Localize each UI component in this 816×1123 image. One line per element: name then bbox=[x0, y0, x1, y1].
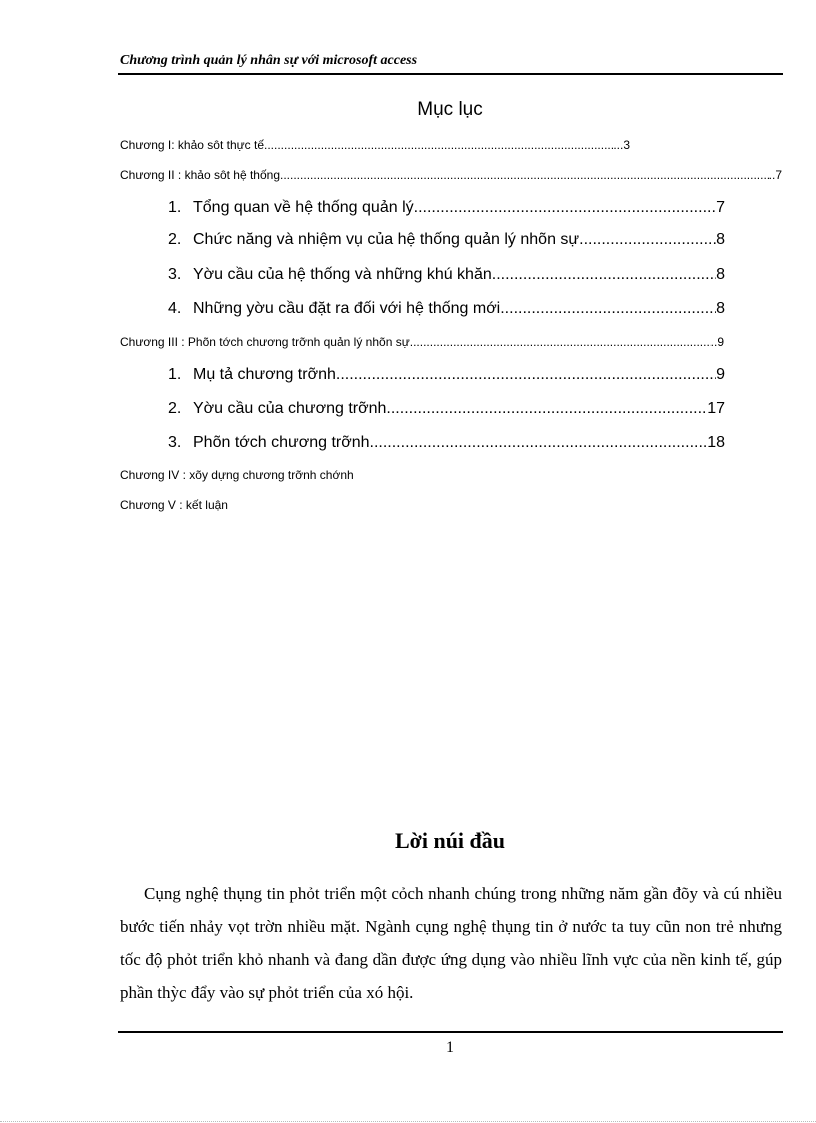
toc-leader-dots bbox=[579, 231, 716, 249]
page-edge-divider bbox=[0, 1121, 816, 1122]
toc-entry-page: 17 bbox=[707, 400, 725, 417]
preface-title: Lời núi đầu bbox=[394, 828, 506, 853]
toc-entry-chapter-3 bbox=[120, 335, 724, 349]
toc-entry-number: 3. bbox=[168, 434, 182, 451]
toc-entry-label: Yờu cầu của chương trỡnh bbox=[193, 400, 387, 417]
toc-leader-dots bbox=[264, 138, 613, 152]
toc-entry-number: 2. bbox=[168, 400, 182, 417]
toc-entry-label: Chương IV : xõy dựng chương trỡnh chớnh bbox=[120, 468, 354, 482]
toc-title: Mục lục bbox=[417, 99, 483, 120]
toc-entry-label: Chương II : khảo sôt hệ thống bbox=[120, 168, 281, 182]
header-divider bbox=[118, 73, 783, 75]
toc-entry-page: 9 bbox=[716, 366, 725, 383]
toc-leader-dots bbox=[414, 199, 716, 217]
toc-leader-dots bbox=[500, 300, 716, 318]
toc-entry-label: Mụ tả chương trỡnh bbox=[193, 366, 336, 383]
toc-entry-label: Những yờu cầu đặt ra đối với hệ thống mới bbox=[193, 300, 501, 317]
toc-entry-number: 2. bbox=[168, 231, 182, 248]
toc-entry-number: 3. bbox=[168, 266, 182, 283]
toc-leader-dots bbox=[280, 168, 769, 182]
preface-paragraph: Cụng nghệ thụng tin phỏt triển một cỏch nhanh chúng trong những năm gần đõy và cú nhiều bước tiến nhảy vọt trờn nhiều mặt. Ngành cụng nghệ thụng tin ở nước ta tuy cũn non trẻ nhưng tốc độ phỏt triển khỏ nhanh và đang dần được ứng dụng vào nhiều lĩnh vực của nền kinh tế, gúp phần thỳc đẩy vào sự phỏt triển của xó hội. bbox=[120, 884, 782, 1002]
toc-entry-label: Chương V : kết luận bbox=[120, 498, 228, 512]
toc-entry-chapter-2 bbox=[120, 168, 782, 182]
toc-leader-dots bbox=[336, 366, 716, 384]
toc-leader-dots bbox=[370, 434, 708, 452]
toc-entry-label: Phõn tớch chương trỡnh bbox=[193, 434, 370, 451]
toc-entry-number: 1. bbox=[168, 366, 182, 383]
toc-entry-chapter-5 bbox=[120, 498, 228, 512]
toc-entry-page: 7 bbox=[716, 199, 725, 216]
toc-entry-label: Chức năng và nhiệm vụ của hệ thống quản lý nhõn sự bbox=[193, 231, 580, 248]
footer-divider bbox=[118, 1031, 783, 1033]
page-number: 1 bbox=[446, 1039, 454, 1056]
toc-entry-3-1 bbox=[168, 366, 725, 384]
toc-entry-page: ...3 bbox=[613, 138, 630, 152]
toc-entry-label: Chương III : Phõn tớch chương trỡnh quản lý nhõn sự bbox=[120, 335, 410, 349]
toc-leader-dots bbox=[386, 400, 707, 418]
toc-entry-label: Tổng quan về hệ thống quản lý bbox=[193, 199, 414, 216]
toc-entry-3-2 bbox=[168, 400, 725, 418]
toc-leader-dots bbox=[410, 335, 711, 349]
toc-entry-page: ..9 bbox=[710, 335, 724, 349]
toc-entry-2-2 bbox=[168, 231, 725, 249]
toc-entry-label: Yờu cầu của hệ thống và những khú khăn bbox=[193, 266, 492, 283]
toc-leader-dots bbox=[492, 266, 716, 284]
running-header: Chương trình quản lý nhân sự với microsoft access bbox=[120, 53, 418, 68]
toc-entry-2-1 bbox=[168, 199, 725, 217]
toc-entry-page: 18 bbox=[707, 434, 725, 451]
toc-entry-page: 8 bbox=[716, 266, 725, 283]
toc-entry-2-4 bbox=[168, 300, 725, 318]
toc-entry-page: ..7 bbox=[768, 168, 782, 182]
toc-entry-2-3 bbox=[168, 266, 725, 284]
toc-entry-label: Chương I: khảo sôt thực tế bbox=[120, 138, 265, 152]
toc-entry-page: 8 bbox=[716, 231, 725, 248]
toc-entry-number: 4. bbox=[168, 300, 182, 317]
toc-entry-chapter-4 bbox=[120, 468, 354, 482]
toc-entry-number: 1. bbox=[168, 199, 182, 216]
toc-entry-chapter-1 bbox=[120, 138, 630, 152]
toc-entry-page: 8 bbox=[716, 300, 725, 317]
toc-entry-3-3 bbox=[168, 434, 725, 452]
